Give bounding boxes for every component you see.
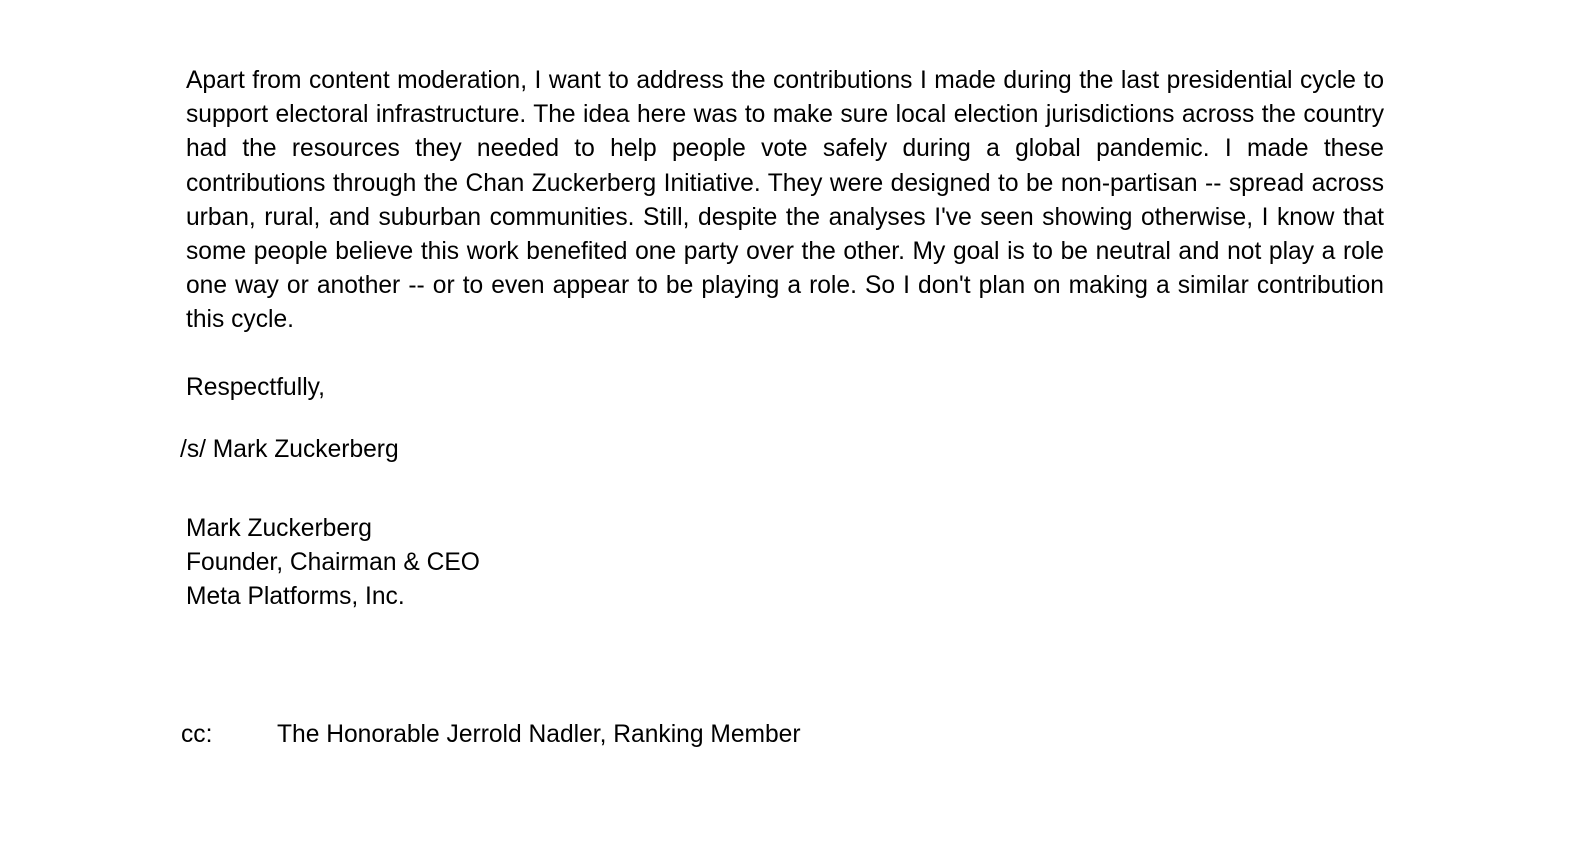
electronic-signature: /s/ Mark Zuckerberg xyxy=(180,436,399,463)
closing-salutation: Respectfully, xyxy=(186,374,325,401)
signer-company: Meta Platforms, Inc. xyxy=(186,583,405,610)
signer-name: Mark Zuckerberg xyxy=(186,515,372,542)
cc-recipient: The Honorable Jerrold Nadler, Ranking Member xyxy=(277,721,801,748)
body-paragraph: Apart from content moderation, I want to address the contributions I made during the last presidential cycle to support electoral infrastructure. The idea here was to make sure local election jurisdictions across the country had the resources they needed to help people vote safely during a global pandemic. I made these contributions through the Chan Zuckerberg Initiative. They were designed to be non-partisan -- spread across urban, rural, and suburban communities. Still, despite the analyses I've seen showing otherwise, I know that some people believe this work benefited one party over the other. My goal is to be neutral and not play a role one way or another -- or to even appear to be playing a role. So I don't plan on making a similar contribution this cycle. xyxy=(186,67,1384,334)
signer-title: Founder, Chairman & CEO xyxy=(186,549,480,576)
cc-line xyxy=(181,718,981,752)
signature-block xyxy=(186,512,480,614)
cc-label: cc: xyxy=(181,721,213,748)
